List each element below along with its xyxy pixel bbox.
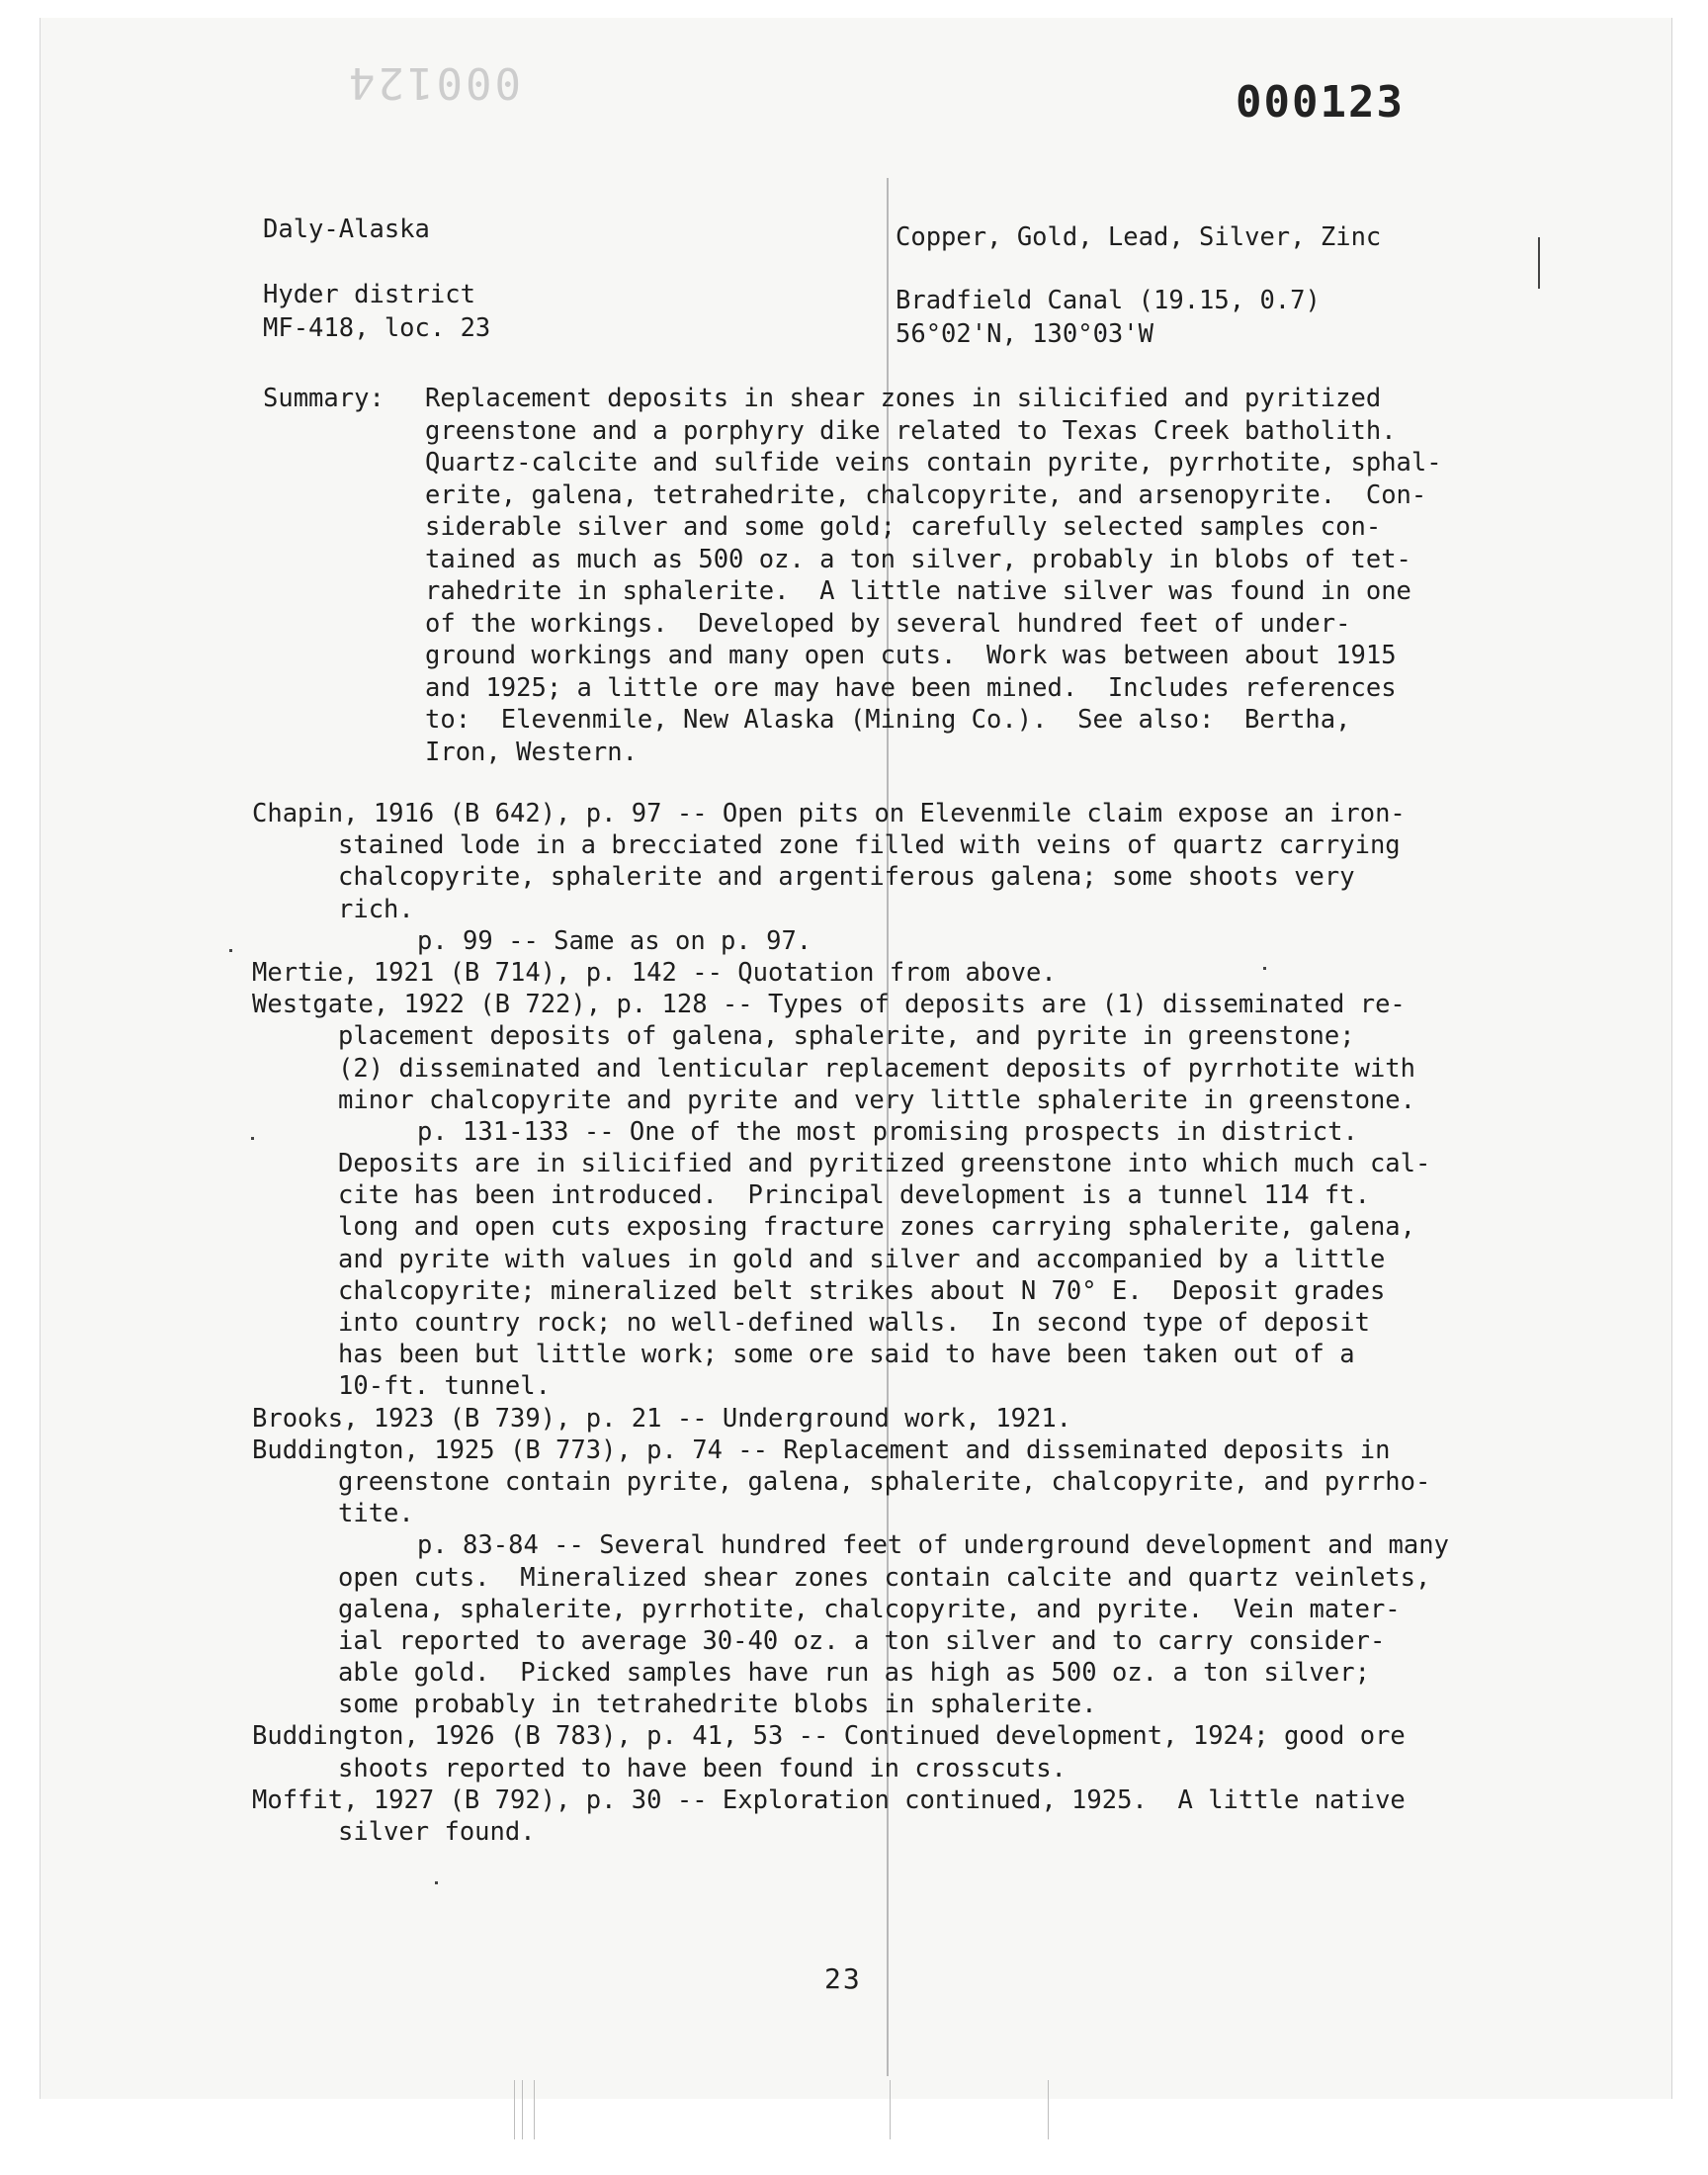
reference-line: Deposits are in silicified and pyritized greenstone into which much cal-	[338, 1149, 1431, 1179]
reference-line: stained lode in a brecciated zone filled with veins of quartz carrying	[338, 830, 1401, 861]
summary-line: of the workings. Developed by several hundred feet of under-	[425, 608, 1351, 639]
reference-line: rich.	[338, 894, 414, 924]
reference-line: Brooks, 1923 (B 739), p. 21 -- Underground work, 1921.	[252, 1403, 1072, 1434]
reference-line: cite has been introduced. Principal development is a tunnel 114 ft.	[338, 1180, 1370, 1211]
summary-line: and 1925; a little ore may have been mined. Includes references	[425, 672, 1397, 703]
commodities: Copper, Gold, Lead, Silver, Zinc	[896, 222, 1382, 252]
reference-line: Chapin, 1916 (B 642), p. 97 -- Open pits on Elevenmile claim expose an iron-	[252, 799, 1406, 828]
summary-line: Quartz-calcite and sulfide veins contain pyrite, pyrrhotite, sphal-	[425, 448, 1442, 478]
reference-line: able gold. Picked samples have run as high as 500 oz. a ton silver;	[338, 1658, 1370, 1689]
reference-line: p. 83-84 -- Several hundred feet of underground development and many	[417, 1530, 1449, 1561]
district: Hyder district	[263, 280, 475, 309]
summary-line: tained as much as 500 oz. a ton silver, probably in blobs of tet-	[425, 544, 1411, 574]
reference-line: chalcopyrite; mineralized belt strikes about N 70° E. Deposit grades	[338, 1275, 1386, 1306]
reference-line: p. 99 -- Same as on p. 97.	[417, 925, 812, 956]
reference-line: (2) disseminated and lenticular replacement deposits of pyrrhotite with	[338, 1053, 1416, 1084]
map-reference: MF-418, loc. 23	[263, 313, 491, 343]
reference-line: 10-ft. tunnel.	[338, 1371, 551, 1402]
scan-mark	[435, 1881, 438, 1884]
reference-line: tite.	[338, 1499, 414, 1529]
summary-line: ground workings and many open cuts. Work was between about 1915	[425, 641, 1397, 670]
reference-line: long and open cuts exposing fracture zones carrying sphalerite, galena,	[338, 1212, 1416, 1243]
scan-mark	[1538, 237, 1540, 289]
reference-line: has been but little work; some ore said to have been taken out of a	[338, 1340, 1355, 1370]
faded-stamp-number: 000124	[346, 57, 521, 108]
summary-line: erite, galena, tetrahedrite, chalcopyrite, and arsenopyrite. Con-	[425, 479, 1427, 510]
references-list	[252, 798, 1449, 1848]
reference-line: shoots reported to have been found in crosscuts.	[338, 1753, 1067, 1784]
reference-line: Buddington, 1925 (B 773), p. 74 -- Replacement and disseminated deposits in	[252, 1435, 1391, 1465]
reference-line: chalcopyrite, sphalerite and argentiferous galena; some shoots very	[338, 862, 1355, 893]
summary-line: rahedrite in sphalerite. A little native silver was found in one	[425, 576, 1411, 606]
coordinates: 56°02'N, 130°03'W	[896, 319, 1153, 349]
reference-line: Buddington, 1926 (B 783), p. 41, 53 -- Continued development, 1924; good ore	[252, 1721, 1406, 1752]
reference-line: ial reported to average 30-40 oz. a ton silver and to carry consider-	[338, 1625, 1386, 1656]
reference-line: minor chalcopyrite and pyrite and very little sphalerite in greenstone.	[338, 1085, 1416, 1115]
quadrangle: Bradfield Canal (19.15, 0.7)	[896, 286, 1321, 315]
reference-line: galena, sphalerite, pyrrhotite, chalcopyrite, and pyrite. Vein mater-	[338, 1594, 1401, 1624]
reference-line: Moffit, 1927 (B 792), p. 30 -- Exploration continued, 1925. A little native	[252, 1784, 1406, 1815]
scan-mark	[251, 1137, 254, 1140]
reference-line: into country rock; no well-defined walls. In second type of deposit	[338, 1308, 1370, 1338]
reference-line: some probably in tetrahedrite blobs in sphalerite.	[338, 1690, 1097, 1720]
summary-line: greenstone and a porphyry dike related to Texas Creek batholith.	[425, 415, 1397, 446]
summary-line: to: Elevenmile, New Alaska (Mining Co.). See also: Bertha,	[425, 705, 1351, 735]
summary-line: Iron, Western.	[425, 737, 638, 767]
reference-line: p. 131-133 -- One of the most promising prospects in district.	[417, 1116, 1358, 1147]
reference-line: open cuts. Mineralized shear zones contain calcite and quartz veinlets,	[338, 1562, 1431, 1593]
scan-edge	[0, 2080, 1708, 2175]
reference-line: greenstone contain pyrite, galena, sphalerite, chalcopyrite, and pyrrho-	[338, 1466, 1431, 1497]
deposit-name: Daly-Alaska	[263, 215, 430, 244]
page-number: 23	[824, 1962, 862, 1995]
reference-line: Westgate, 1922 (B 722), p. 128 -- Types of deposits are (1) disseminated re-	[252, 990, 1406, 1020]
reference-line: silver found.	[338, 1817, 536, 1847]
summary-line: Replacement deposits in shear zones in silicified and pyritized	[425, 384, 1382, 413]
summary-text	[425, 383, 1442, 768]
scan-mark	[1263, 967, 1266, 970]
reference-line: placement deposits of galena, sphalerite, and pyrite in greenstone;	[338, 1021, 1355, 1052]
reference-line: Mertie, 1921 (B 714), p. 142 -- Quotation from above.	[252, 957, 1057, 988]
reference-line: and pyrite with values in gold and silver and accompanied by a little	[338, 1244, 1386, 1274]
scan-mark	[229, 949, 232, 952]
summary-line: siderable silver and some gold; carefully selected samples con-	[425, 512, 1382, 542]
document-number-stamp: 000123	[1236, 77, 1405, 128]
summary-label: Summary:	[263, 384, 384, 413]
